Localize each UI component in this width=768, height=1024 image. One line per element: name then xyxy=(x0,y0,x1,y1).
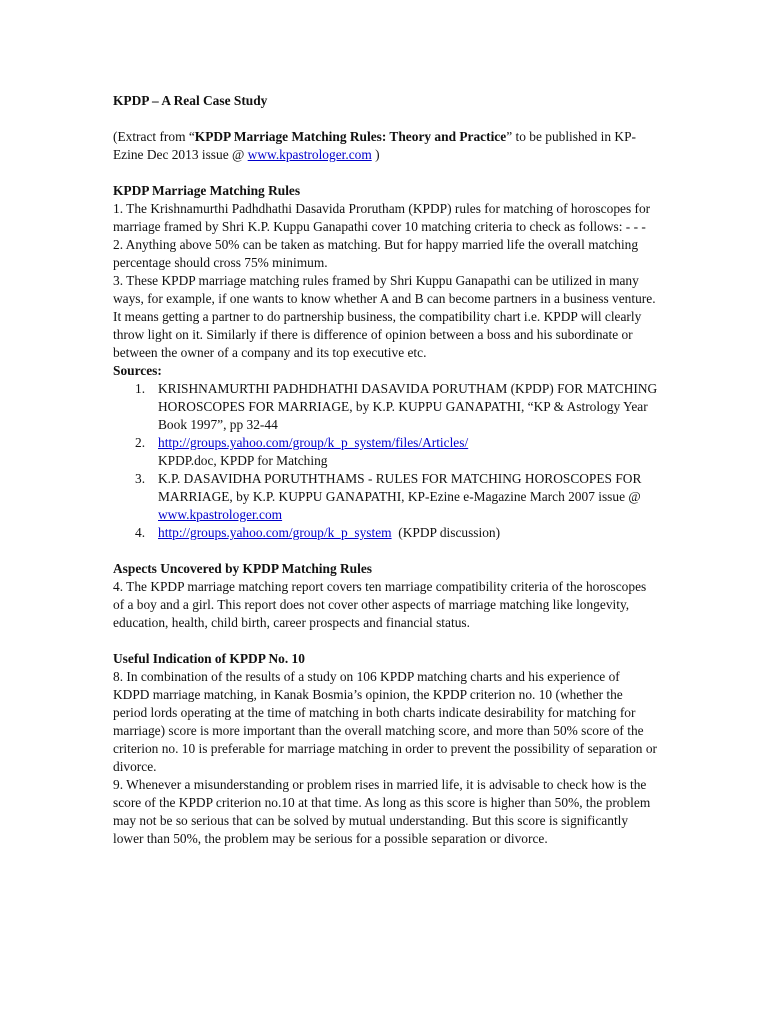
source-number: 4. xyxy=(135,525,146,540)
extract-paragraph xyxy=(113,128,658,164)
source-text: (KPDP discussion) xyxy=(391,525,501,540)
doc-title: KPDP – A Real Case Study xyxy=(113,93,268,108)
source-number: 3. xyxy=(135,471,146,486)
sources-list xyxy=(113,380,658,542)
extract-open: (Extract from “ xyxy=(113,129,195,144)
source-text: KPDP.doc, KPDP for Matching xyxy=(158,453,328,468)
extract-close: ) xyxy=(371,147,380,162)
source-link[interactable]: http://groups.yahoo.com/group/k_p_system/files/Articles/ xyxy=(158,435,469,450)
sources-heading: Sources: xyxy=(113,363,162,378)
useful-paragraph-8: 8. In combination of the results of a study on 106 KPDP matching charts and his experience of KDPD marriage matching, in Kanak Bosmia’s opinion, the KPDP criterion no. 10 (whether the period lords operating at the time of matching in both charts indicate desirability for matching for marriage) score is more important than the overall matching score, and more than 50% score of the criterion no. 10 is preferable for marriage matching in order to prevent the possibility of separation or divorce. xyxy=(113,669,658,774)
rules-heading: KPDP Marriage Matching Rules xyxy=(113,183,301,198)
useful-paragraph-9: 9. Whenever a misunderstanding or problem rises in married life, it is advisable to check how is the score of the KPDP criterion no.10 at that time. As long as this score is higher than 50%, the problem may not be so serious that can be solved by mutual understanding. But this score is significantly lower than 50%, the problem may be serious for a possible separation or divorce. xyxy=(113,777,651,846)
rules-paragraph-2: 2. Anything above 50% can be taken as matching. But for happy married life the overall matching percentage should cross 75% minimum. xyxy=(113,237,639,270)
source-item xyxy=(113,470,658,524)
source-item xyxy=(113,434,658,470)
source-text: K.P. DASAVIDHA PORUTHTHAMS - RULES FOR MATCHING HOROSCOPES FOR MARRIAGE, by K.P. KUPPU GANAPATHI, KP-Ezine e-Magazine March 2007 issue @ xyxy=(158,471,642,504)
aspects-heading: Aspects Uncovered by KPDP Matching Rules xyxy=(113,561,372,576)
rules-paragraph-1: 1. The Krishnamurthi Padhdhathi Dasavida Prorutham (KPDP) rules for matching of horoscopes for marriage framed by Shri K.P. Kuppu Ganapathi cover 10 matching criteria to check as follows: - - - xyxy=(113,201,651,234)
source-number: 2. xyxy=(135,435,146,450)
rules-paragraph-3: 3. These KPDP marriage matching rules framed by Shri Kuppu Ganapathi can be utilized in many ways, for example, if one wants to know whether A and B can become partners in a business venture. It means getting a partner to do partnership business, the compatibility chart i.e. KPDP will clearly throw light on it. Similarly if there is difference of opinion between a boss and his subordinate or between the owner of a company and its top executive etc. xyxy=(113,273,656,360)
source-number: 1. xyxy=(135,381,146,396)
source-item xyxy=(113,524,658,542)
source-link[interactable]: www.kpastrologer.com xyxy=(158,507,283,522)
source-text: KRISHNAMURTHI PADHDHATHI DASAVIDA PORUTHAM (KPDP) FOR MATCHING HOROSCOPES FOR MARRIAGE, by K.P. KUPPU GANAPATHI, “KP & Astrology Year Book 1997”, pp 32-44 xyxy=(158,381,658,432)
extract-bold-title: KPDP Marriage Matching Rules: Theory and Practice xyxy=(194,129,507,144)
extract-mid: ” to be published in KP-Ezine Dec 2013 issue @ xyxy=(113,129,637,162)
aspects-paragraph-4: 4. The KPDP marriage matching report covers ten marriage compatibility criteria of the horoscopes of a boy and a girl. This report does not cover other aspects of marriage matching like longevity, education, health, child birth, career prospects and financial status. xyxy=(113,579,647,630)
useful-heading: Useful Indication of KPDP No. 10 xyxy=(113,651,305,666)
source-link[interactable]: http://groups.yahoo.com/group/k_p_system xyxy=(158,525,392,540)
source-item xyxy=(113,380,658,434)
kpastrologer-link[interactable]: www.kpastrologer.com xyxy=(247,147,372,162)
